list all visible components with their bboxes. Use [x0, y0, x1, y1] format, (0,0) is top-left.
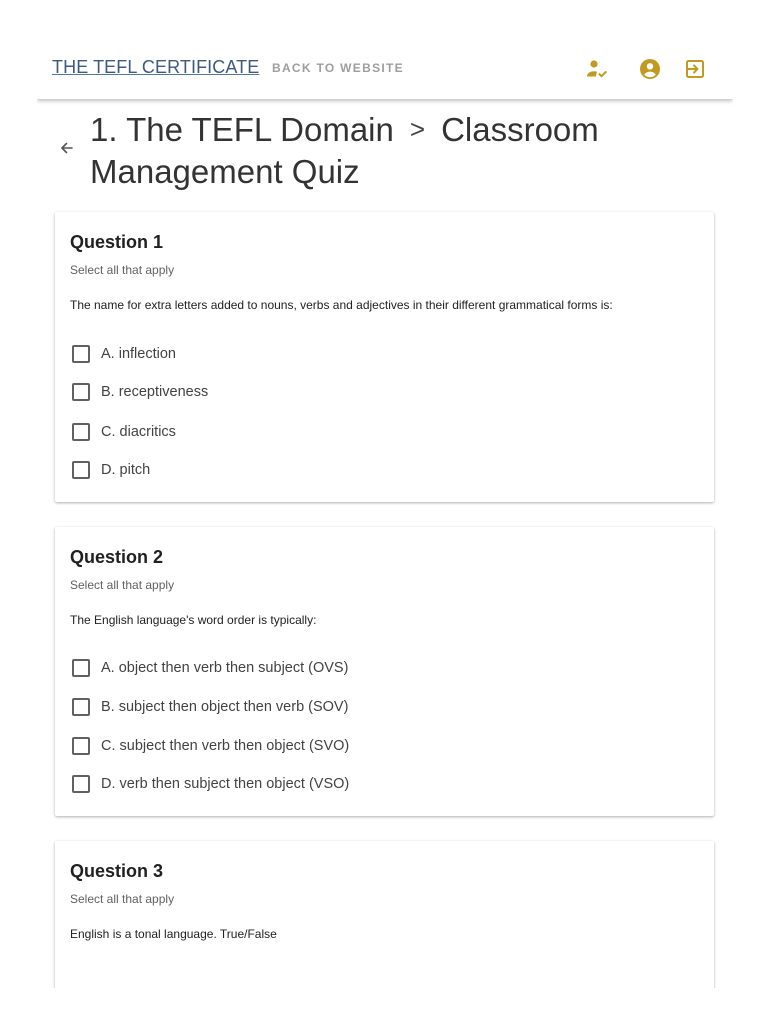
question-card: [55, 212, 714, 502]
question-instruction: Select all that apply: [70, 263, 175, 277]
top-app-bar: [37, 40, 733, 99]
option-label: C. subject then verb then object (SVO): [101, 738, 350, 754]
checkbox[interactable]: [72, 737, 90, 755]
answer-option[interactable]: [72, 459, 150, 481]
option-label: B. receptiveness: [101, 384, 209, 400]
checkbox[interactable]: [72, 659, 90, 677]
checkbox[interactable]: [72, 345, 90, 363]
answer-option[interactable]: [72, 343, 176, 365]
question-text: English is a tonal language. True/False: [70, 927, 277, 941]
question-title: Question 1: [70, 232, 164, 252]
option-label: A. inflection: [101, 346, 176, 362]
answer-option[interactable]: [72, 381, 208, 403]
option-label: C. diacritics: [101, 424, 176, 440]
app-viewport: [37, 40, 733, 988]
checkbox[interactable]: [72, 383, 90, 401]
option-label: A. object then verb then subject (OVS): [101, 660, 349, 676]
question-instruction: Select all that apply: [70, 892, 175, 906]
breadcrumb-module[interactable]: 1. The TEFL Domain: [90, 111, 394, 148]
option-label: B. subject then object then verb (SOV): [101, 699, 349, 715]
question-text: The English language's word order is typically:: [70, 613, 317, 627]
page-title: [90, 110, 670, 192]
checkbox[interactable]: [72, 698, 90, 716]
question-title: Question 3: [70, 861, 164, 881]
option-label: D. verb then subject then object (VSO): [101, 776, 350, 792]
question-card: [55, 527, 714, 816]
question-instruction: Select all that apply: [70, 578, 175, 592]
question-text: The name for extra letters added to nouns, verbs and adjectives in their different grammatical forms is:: [70, 298, 613, 312]
answer-option[interactable]: [72, 696, 348, 718]
exit-icon[interactable]: [683, 57, 707, 81]
option-label: D. pitch: [101, 462, 151, 478]
answer-option[interactable]: [72, 735, 349, 757]
breadcrumb-current-page: Classroom Management Quiz: [90, 111, 599, 190]
answer-option[interactable]: [72, 421, 176, 443]
brand-link[interactable]: THE TEFL CERTIFICATE: [52, 57, 260, 77]
arrow-left-icon[interactable]: [57, 138, 77, 158]
person-check-icon[interactable]: [584, 57, 608, 81]
answer-option[interactable]: [72, 657, 348, 679]
account-circle-icon[interactable]: [638, 57, 662, 81]
checkbox[interactable]: [72, 461, 90, 479]
question-card: [55, 841, 714, 988]
question-title: Question 2: [70, 547, 164, 567]
back-to-website-link[interactable]: BACK TO WEBSITE: [272, 61, 404, 75]
answer-option[interactable]: [72, 773, 349, 795]
checkbox[interactable]: [72, 775, 90, 793]
checkbox[interactable]: [72, 423, 90, 441]
breadcrumb-separator: >: [409, 114, 426, 144]
